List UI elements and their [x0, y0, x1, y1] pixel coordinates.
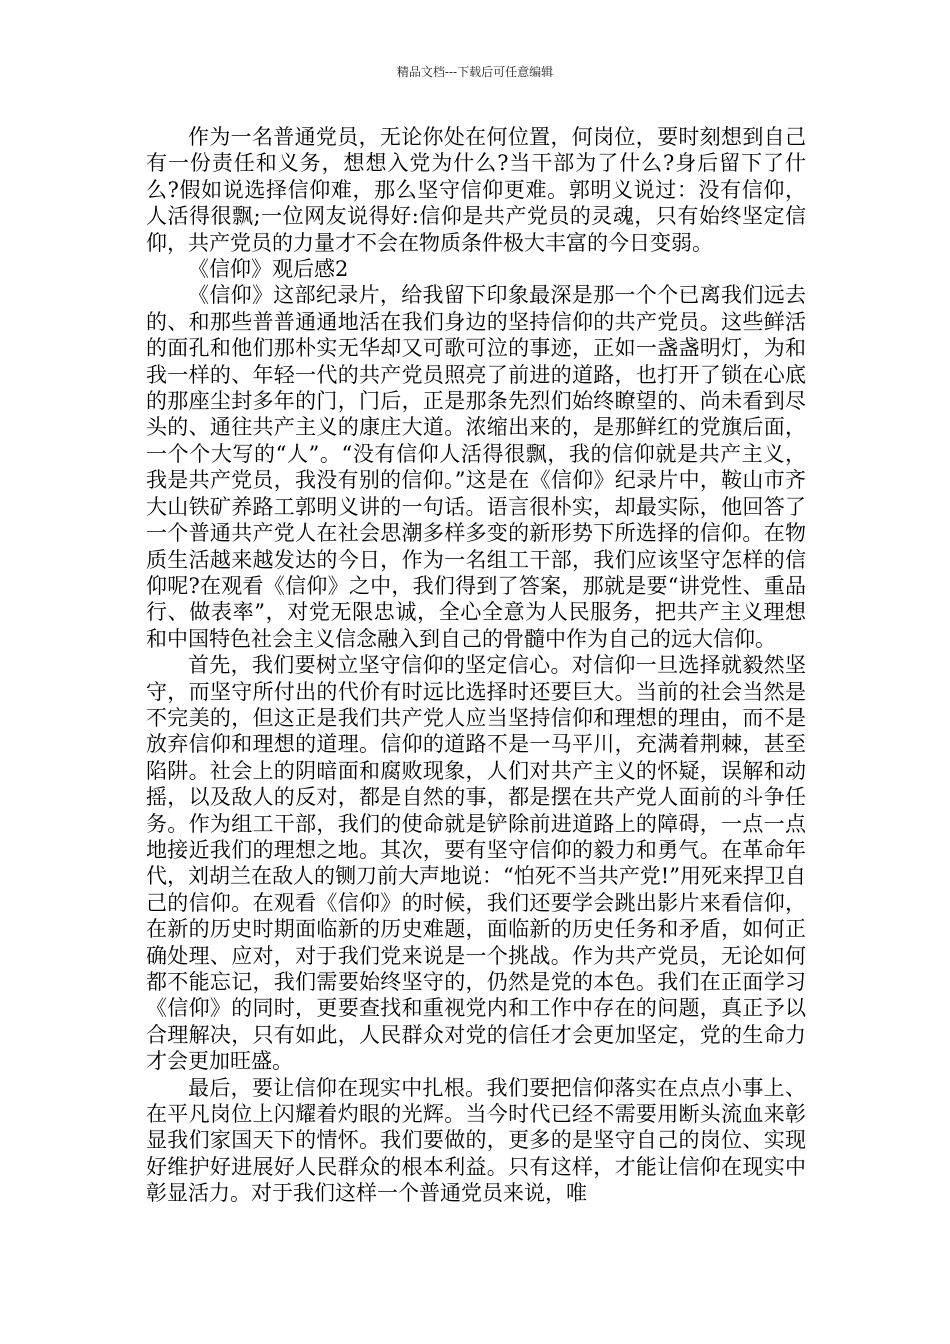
- paragraph: 最后，要让信仰在现实中扎根。我们要把信仰落实在点点小事上、在平凡岗位上闪耀着灼眼的光辉。当今时代已经不需要用断头流血来彰显我们家国天下的情怀。我们要做的，更多的是坚守自己的岗位、实现好维护好进展好人民群众的根本利益。只有这样，才能让信仰在现实中彰显活力。对于我们这样一个普通党员来说，唯: [146, 1075, 806, 1206]
- paragraph: 《信仰》这部纪录片，给我留下印象最深是那一个个已离我们远去的、和那些普普通通地活在我们身边的坚持信仰的共产党员。这些鲜活的面孔和他们那朴实无华却又可歌可泣的事迹，正如一盏盏明灯，为和我一样的、年轻一代的共产党员照亮了前进的道路，也打开了锁在心底的那座尘封多年的门，门后，正是那条先烈们始终瞭望的、尚未看到尽头的、通往共产主义的康庄大道。浓缩出来的，是那鲜红的党旗后面，一个个大写的“人”。“没有信仰人活得很飘，我的信仰就是共产主义，我是共产党员，我没有别的信仰。”这是在《信仰》纪录片中，鞍山市齐大山铁矿养路工郭明义讲的一句话。语言很朴实，却最实际，他回答了一个普通共产党人在社会思潮多样多变的新形势下所选择的信仰。在物质生活越来越发达的今日，作为一名组工干部，我们应该坚守怎样的信仰呢?在观看《信仰》之中，我们得到了答案，那就是要“讲党性、重品行、做表率”，对党无限忠诚，全心全意为人民服务，把共产主义理想和中国特色社会主义信念融入到自己的骨髓中作为自己的远大信仰。: [146, 283, 806, 651]
- section-heading: 《信仰》观后感2: [188, 257, 349, 282]
- page-header: 精品文档---下载后可任意编辑: [396, 65, 554, 79]
- document-body: [146, 124, 806, 1207]
- paragraph: 作为一名普通党员，无论你处在何位置，何岗位，要时刻想到自己有一份责任和义务，想想入党为什么?当干部为了什么?身后留下了什么?假如说选择信仰难，那么坚守信仰更难。郭明义说过：没有信仰，人活得很飘;一位网友说得好:信仰是共产党员的灵魂，只有始终坚定信仰，共产党员的力量才不会在物质条件极大丰富的今日变弱。: [146, 125, 806, 255]
- paragraph: 首先，我们要树立坚守信仰的坚定信心。对信仰一旦选择就毅然坚守，而坚守所付出的代价有时远比选择时还要巨大。当前的社会当然是不完美的，但这正是我们共产党人应当坚持信仰和理想的理由，而不是放弃信仰和理想的道理。信仰的道路不是一马平川，充满着荆棘，甚至陷阱。社会上的阴暗面和腐败现象，人们对共产主义的怀疑，误解和动摇，以及敌人的反对，都是自然的事，都是摆在共产党人面前的斗争任务。作为组工干部，我们的使命就是铲除前进道路上的障碍，一点一点地接近我们的理想之地。其次，要有坚守信仰的毅力和勇气。在革命年代，刘胡兰在敌人的铡刀前大声地说：“怕死不当共产党!”用死来捍卫自己的信仰。在观看《信仰》的时候，我们还要学会跳出影片来看信仰，在新的历史时期面临新的历史难题，面临新的历史任务和矛盾，如何正确处理、应对，对于我们党来说是一个挑战。作为共产党员，无论如何都不能忘记，我们需要始终坚守的，仍然是党的本色。我们在正面学习《信仰》的同时，更要查找和重视党内和工作中存在的问题，真正予以合理解决，只有如此，人民群众对党的信任才会更加坚定，党的生命力才会更加旺盛。: [146, 653, 806, 1074]
